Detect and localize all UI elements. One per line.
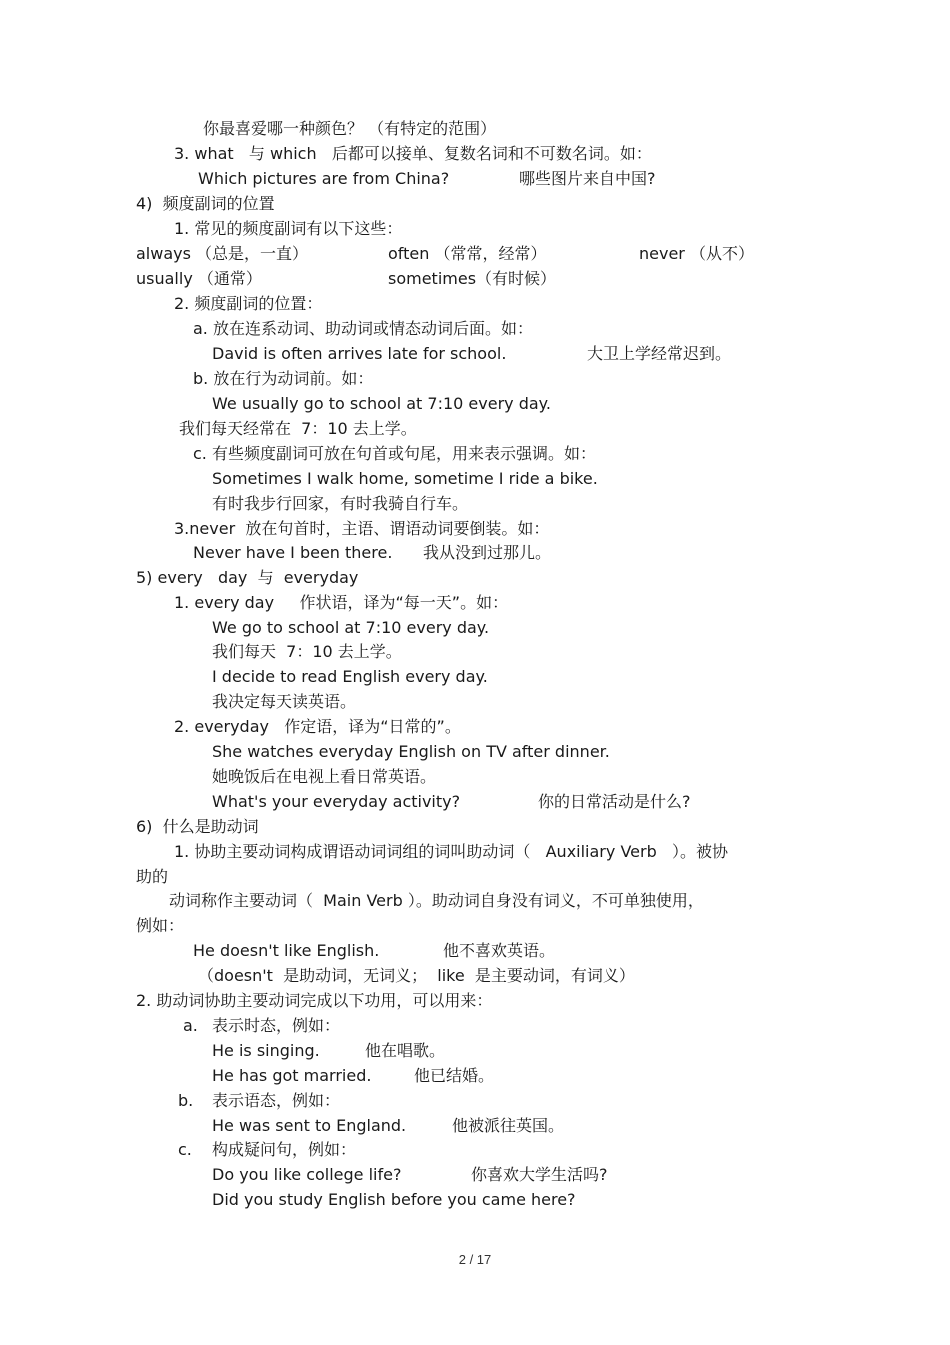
text-line: 她晚饭后在电视上看日常英语。 bbox=[212, 767, 437, 786]
text-line: 1. 常见的频度副词有以下这些： bbox=[174, 219, 403, 238]
text-line: （doesn't 是助动词，无词义； like 是主要动词，有词义） bbox=[198, 966, 635, 985]
text-line: Which pictures are from China? bbox=[198, 169, 450, 188]
text-line: He has got married. bbox=[212, 1066, 372, 1085]
text-line: We go to school at 7:10 every day. bbox=[212, 618, 490, 637]
text-line: 我从没到过那儿。 bbox=[423, 543, 552, 562]
text-line: always （总是，一直） bbox=[136, 244, 309, 263]
text-line: 动词称作主要动词（ Main Verb ）。助动词自身没有词义，不可单独使用， bbox=[169, 891, 704, 910]
section-heading: 6) 什么是助动词 bbox=[136, 817, 259, 836]
text-line: I decide to read English every day. bbox=[212, 667, 488, 686]
text-line: 构成疑问句，例如： bbox=[212, 1140, 357, 1159]
text-line: b. 放在行为动词前。如： bbox=[193, 369, 374, 388]
text-line: David is often arrives late for school. bbox=[212, 344, 507, 363]
text-line: 大卫上学经常迟到。 bbox=[587, 344, 732, 363]
text-line: 我决定每天读英语。 bbox=[212, 692, 357, 711]
text-line: He is singing. bbox=[212, 1041, 320, 1060]
text-line: usually （通常） bbox=[136, 269, 262, 288]
text-line: 2. everyday 作定语，译为“日常的”。 bbox=[174, 717, 461, 736]
text-line: 1. every day 作状语，译为“每一天”。如： bbox=[174, 593, 509, 612]
text-line: Never have I been there. bbox=[193, 543, 393, 562]
text-line: often （常常，经常） bbox=[388, 244, 547, 263]
text-line: 表示时态，例如： bbox=[212, 1016, 341, 1035]
text-line: 助的 bbox=[136, 867, 169, 886]
text-line: never （从不） bbox=[639, 244, 754, 263]
section-heading: 5) every day 与 everyday bbox=[136, 568, 359, 587]
text-line: 你喜欢大学生活吗? bbox=[471, 1165, 608, 1184]
text-line: 我们每天经常在 7：10 去上学。 bbox=[179, 419, 417, 438]
text-line: 你最喜爱哪一种颜色？ （有特定的范围） bbox=[203, 119, 497, 138]
text-line: 1. 协助主要动词构成谓语动词词组的词叫助动词（ Auxiliary Verb ）。被协 bbox=[174, 842, 728, 861]
page-number: 2 / 17 bbox=[458, 1252, 492, 1267]
text-line: 例如： bbox=[136, 916, 185, 935]
text-line: 你的日常活动是什么? bbox=[538, 792, 691, 811]
list-marker: a. bbox=[183, 1016, 198, 1035]
text-line: 他在唱歌。 bbox=[365, 1041, 446, 1060]
text-line: Did you study English before you came here? bbox=[212, 1190, 576, 1209]
text-line: Sometimes I walk home, sometime I ride a bike. bbox=[212, 469, 598, 488]
text-line: What's your everyday activity? bbox=[212, 792, 461, 811]
text-line: a. 放在连系动词、助动词或情态动词后面。如： bbox=[193, 319, 533, 338]
text-line: 2. 频度副词的位置： bbox=[174, 294, 323, 313]
text-line: He doesn't like English. bbox=[193, 941, 380, 960]
text-line: 3.never 放在句首时，主语、谓语动词要倒装。如： bbox=[174, 519, 550, 538]
text-line: 他被派往英国。 bbox=[452, 1116, 565, 1135]
section-heading: 4) 频度副词的位置 bbox=[136, 194, 275, 213]
text-line: 有时我步行回家，有时我骑自行车。 bbox=[212, 494, 469, 513]
text-line: sometimes（有时候） bbox=[388, 269, 557, 288]
text-line: c. 有些频度副词可放在句首或句尾，用来表示强调。如： bbox=[193, 444, 596, 463]
text-line: 我们每天 7：10 去上学。 bbox=[212, 642, 402, 661]
text-line: 3. what 与 which 后都可以接单、复数名词和不可数名词。如： bbox=[174, 144, 652, 163]
text-line: 他不喜欢英语。 bbox=[443, 941, 556, 960]
text-line: She watches everyday English on TV after dinner. bbox=[212, 742, 610, 761]
list-marker: b. bbox=[178, 1091, 194, 1110]
text-line: 他已结婚。 bbox=[414, 1066, 495, 1085]
text-line: We usually go to school at 7:10 every day. bbox=[212, 394, 551, 413]
text-line: 哪些图片来自中国? bbox=[519, 169, 656, 188]
list-marker: c. bbox=[178, 1140, 192, 1159]
text-line: 2. 助动词协助主要动词完成以下功用，可以用来： bbox=[136, 991, 493, 1010]
text-line: 表示语态，例如： bbox=[212, 1091, 341, 1110]
text-line: He was sent to England. bbox=[212, 1116, 407, 1135]
text-line: Do you like college life? bbox=[212, 1165, 402, 1184]
